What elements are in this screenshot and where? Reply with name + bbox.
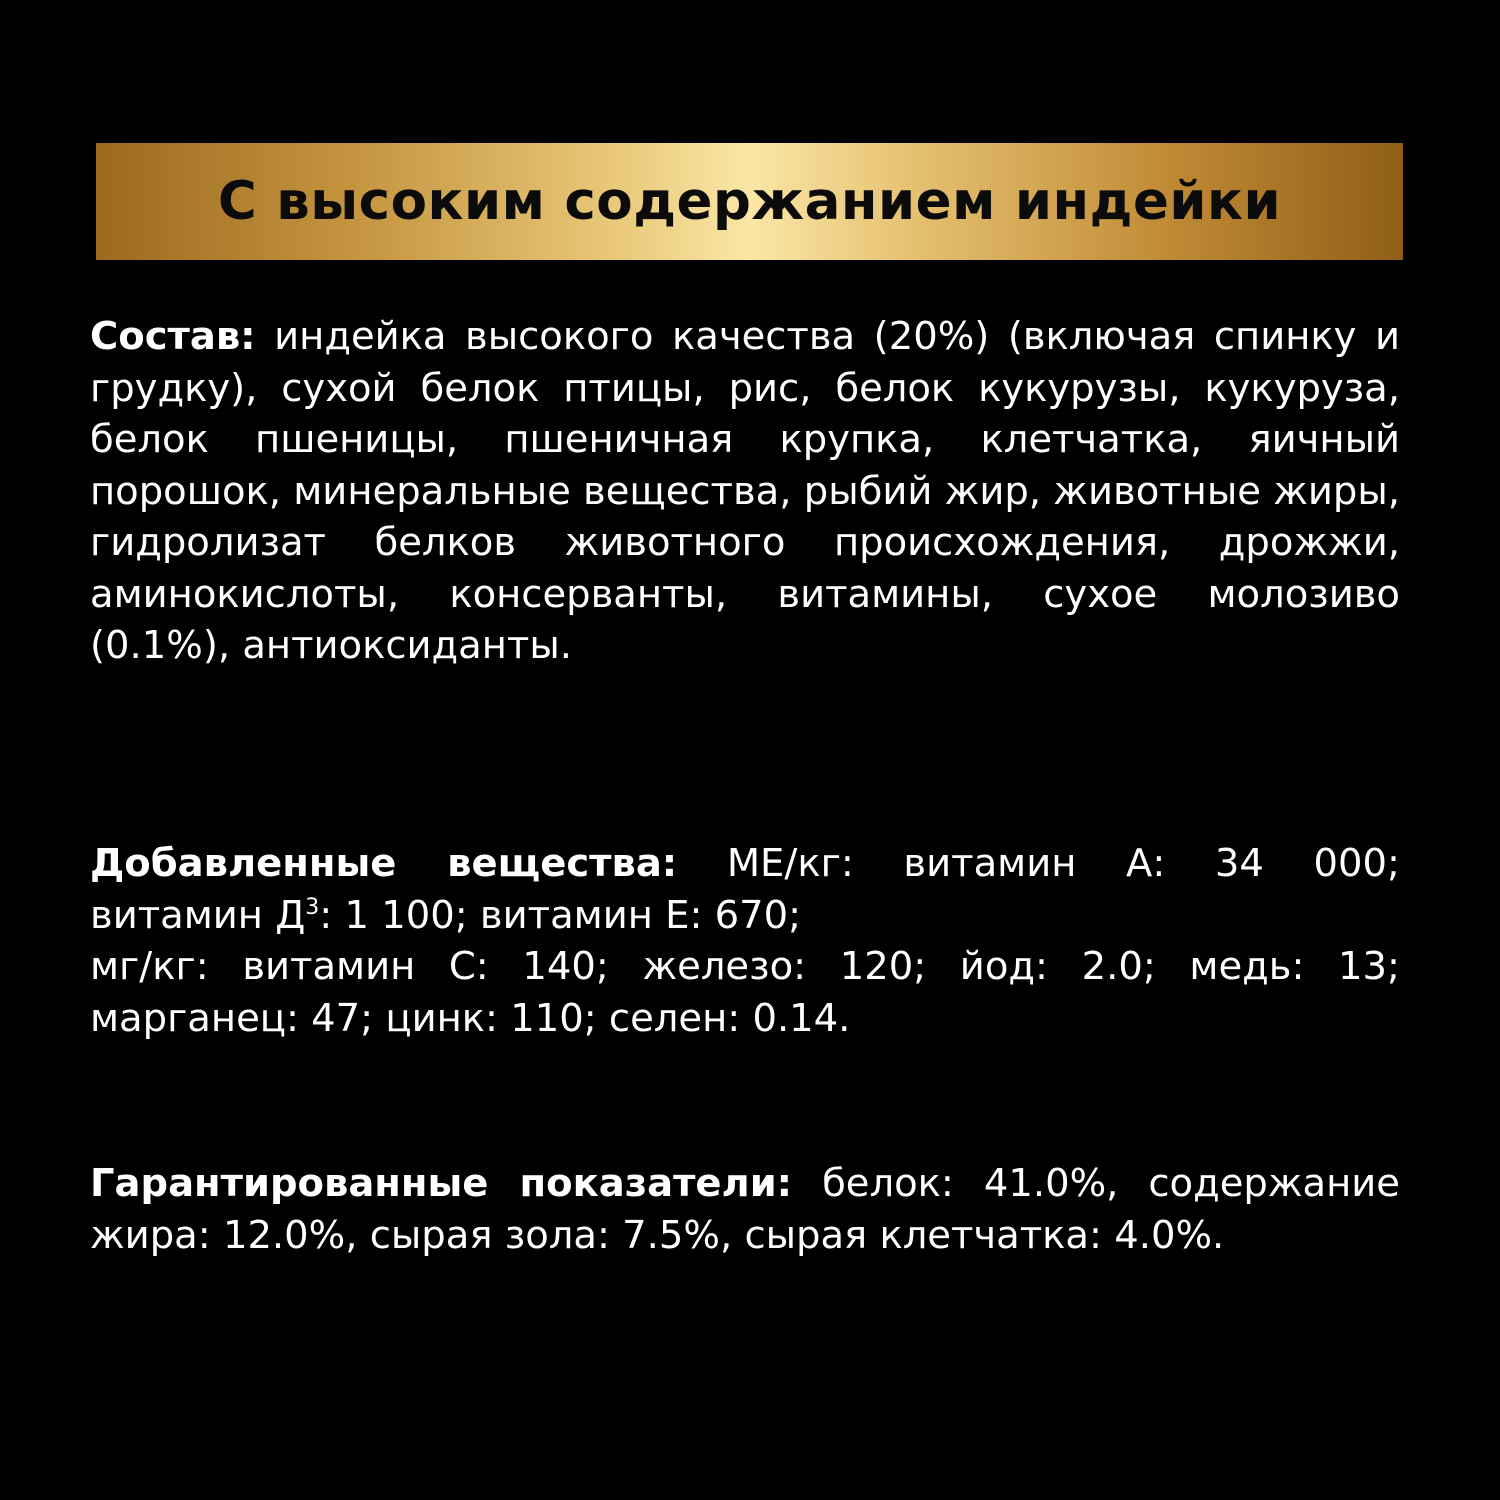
banner-title: С высоким содержанием индейки xyxy=(217,171,1282,232)
additives-line-3: мг/кг: витамин С: 140; железо: 120; йод: 2.0; медь: 13; xyxy=(90,944,1400,989)
guaranteed-label: Гарантированные показатели: xyxy=(90,1161,793,1206)
additives-line-2 xyxy=(90,890,1400,942)
guaranteed-line-1 xyxy=(90,1158,1400,1210)
additives-line-4: марганец: 47; цинк: 110; селен: 0.14. xyxy=(90,995,851,1041)
composition-label: Состав: xyxy=(90,314,256,359)
additives-superscript: 3 xyxy=(305,894,320,920)
guaranteed-line-2: жира: 12.0%, сырая зола: 7.5%, сырая клетчатка: 4.0%. xyxy=(90,1212,1225,1258)
additives-section xyxy=(90,838,1400,1044)
additives-line-2-suffix: : 1 100; витамин Е: 670; xyxy=(319,892,802,938)
composition-section xyxy=(90,311,1400,672)
title-banner xyxy=(96,143,1403,260)
additives-line-2-prefix: витамин Д xyxy=(90,892,306,938)
guaranteed-section xyxy=(90,1158,1400,1261)
additives-line-1 xyxy=(90,838,1400,890)
additives-label: Добавленные вещества: xyxy=(90,841,678,886)
additives-line-1-text: МЕ/кг: витамин А: 34 000; xyxy=(726,841,1400,886)
guaranteed-line-1-text: белок: 41.0%, содержание xyxy=(822,1161,1400,1206)
composition-text: индейка высокого качества (20%) (включая спинку и грудку), сухой белок птицы, рис, белок кукурузы, кукуруза, белок пшеницы, пшеничная крупка, клетчатка, яичный порошок, минеральные вещества, рыбий жир, животные жиры, гидролизат белков животного происхождения, дрожжи, аминокислоты, консерванты, витамины, сухое молозиво (0.1%), антиоксиданты. xyxy=(90,314,1400,668)
